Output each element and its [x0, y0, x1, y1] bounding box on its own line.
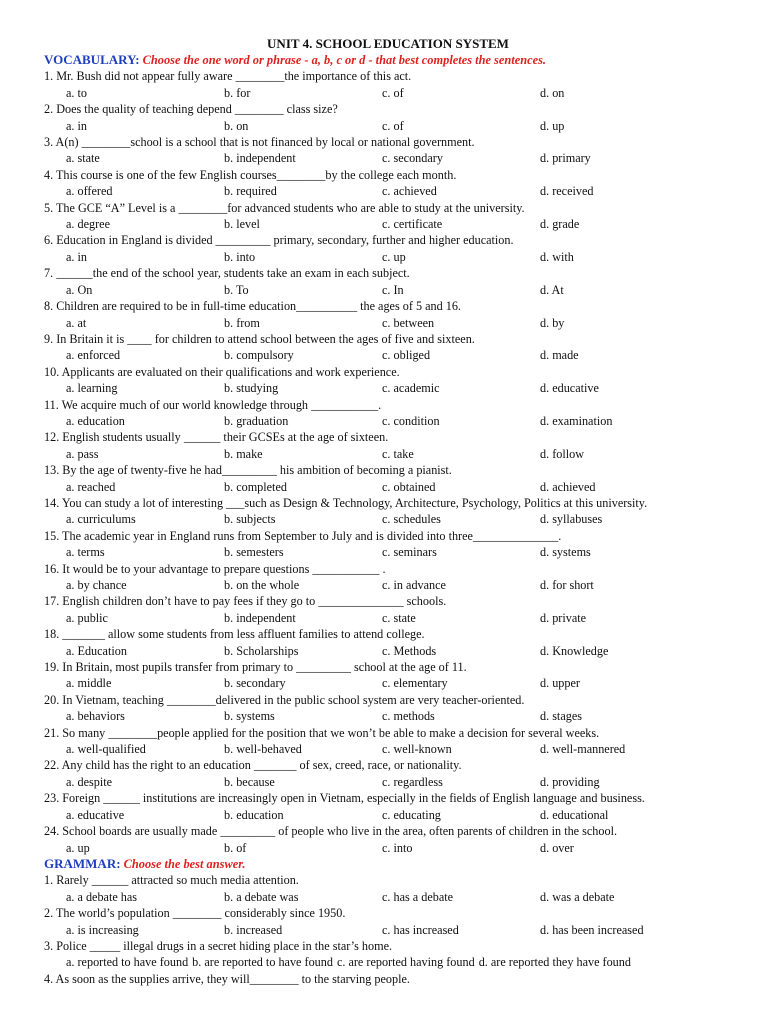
answer-option-d[interactable]: d. on [540, 85, 565, 100]
answer-option-d[interactable]: d. Knowledge [540, 643, 609, 658]
vocab-question-15 [44, 528, 732, 561]
answer-options [44, 479, 732, 495]
vocab-question-18 [44, 626, 732, 659]
answer-option-c[interactable]: c. seminars [382, 545, 437, 560]
vocab-question-19 [44, 659, 732, 692]
answer-option-a[interactable]: a. offered [66, 184, 113, 199]
answer-option-c[interactable]: c. achieved [382, 184, 437, 199]
answer-option-b[interactable]: b. completed [224, 479, 287, 494]
question-text: 8. Children are required to be in full-time education__________ the ages of 5 and 16. [44, 299, 461, 314]
answer-option-b[interactable]: b. secondary [224, 676, 286, 691]
answer-option-a[interactable]: a. up [66, 840, 90, 855]
answer-option-a[interactable]: a. in [66, 249, 87, 264]
grammar-instruction: Choose the best answer. [123, 856, 246, 871]
answer-option-a[interactable]: a. middle [66, 676, 112, 691]
answer-option-b[interactable]: b. subjects [224, 512, 276, 527]
answer-options [44, 577, 732, 593]
question-text: 4. This course is one of the few English courses________by the college each month. [44, 167, 457, 182]
question-text: 6. Education in England is divided _________ primary, secondary, further and higher education. [44, 233, 514, 248]
vocab-question-2 [44, 101, 732, 134]
answer-option-d[interactable]: d. made [540, 348, 579, 363]
question-text: 22. Any child has the right to an education _______ of sex, creed, race, or nationality. [44, 758, 462, 773]
answer-option-a[interactable]: a. Education [66, 643, 127, 658]
answer-options [44, 675, 732, 691]
answer-option-b[interactable]: b. increased [224, 922, 283, 937]
answer-option-d[interactable]: d. by [540, 315, 565, 330]
question-text: 15. The academic year in England runs from September to July and is divided into three______________. [44, 528, 562, 543]
answer-option-d[interactable]: d. educative [540, 381, 599, 396]
vocab-question-24 [44, 823, 732, 856]
question-text: 2. The world’s population ________ considerably since 1950. [44, 906, 346, 921]
vocab-question-7 [44, 265, 732, 298]
answer-option-a[interactable]: a. degree [66, 217, 110, 232]
vocab-question-1 [44, 68, 732, 101]
answer-option-c[interactable]: c. in advance [382, 578, 446, 592]
answer-options [44, 85, 732, 101]
question-text: 1. Rarely ______ attracted so much media attention. [44, 873, 299, 888]
answer-option-c[interactable]: c. In [382, 282, 404, 297]
question-text: 17. English children don’t have to pay fees if they go to ______________ schools. [44, 594, 447, 609]
answer-option-d[interactable]: d. received [540, 184, 594, 199]
question-text: 23. Foreign ______ institutions are increasingly open in Vietnam, especially in the fields of English language and business. [44, 791, 645, 806]
answer-option-a[interactable]: a. behaviors [66, 709, 125, 724]
answer-option-c[interactable]: c. up [382, 249, 406, 264]
answer-options [44, 413, 732, 429]
vocab-question-20 [44, 692, 732, 725]
grammar-label: GRAMMAR: [44, 855, 121, 871]
answer-option-d[interactable]: d. with [540, 249, 574, 264]
vocab-question-10 [44, 364, 732, 397]
answer-options [44, 708, 732, 724]
answer-option-d[interactable]: d. stages [540, 709, 582, 724]
answer-option-c[interactable]: c. take [382, 446, 414, 461]
answer-option-d[interactable]: d. systems [540, 545, 591, 560]
answer-option-a[interactable]: a. by chance [66, 578, 127, 592]
answer-options [44, 183, 732, 199]
answer-option-a[interactable]: a. pass [66, 446, 99, 461]
vocab-question-8 [44, 298, 732, 331]
question-text: 3. Police _____ illegal drugs in a secret hiding place in the star’s home. [44, 938, 393, 953]
answer-options [44, 741, 732, 757]
vocabulary-instruction: Choose the one word or phrase - a, b, c or d - that best completes the sentences. [142, 53, 547, 67]
answer-option-b[interactable]: b. To [224, 282, 249, 297]
question-text: 24. School boards are usually made _________ of people who live in the area, often parents of children in the school. [44, 824, 617, 839]
answer-option-a[interactable]: a. educative [66, 807, 125, 822]
answer-option-b[interactable]: b. make [224, 446, 263, 461]
vocab-question-4 [44, 167, 732, 200]
vocab-question-5 [44, 200, 732, 233]
answer-option-d[interactable]: d. private [540, 610, 587, 625]
answer-option-c[interactable]: c. of [382, 85, 404, 100]
answer-options [44, 840, 732, 856]
answer-option-b[interactable]: b. Scholarships [224, 643, 299, 658]
question-text: 5. The GCE “A” Level is a ________for advanced students who are able to study at the university. [44, 200, 525, 215]
vocabulary-label: VOCABULARY: [44, 52, 140, 67]
answer-option-b[interactable]: b. for [224, 85, 251, 100]
answer-option-d[interactable]: d. primary [540, 151, 591, 166]
question-text: 20. In Vietnam, teaching ________delivered in the public school system are very teacher-oriented. [44, 692, 525, 707]
answer-option-a[interactable]: a. reached [66, 479, 116, 494]
answer-option-c[interactable]: c. well-known [382, 742, 452, 757]
question-text: 7. ______the end of the school year, students take an exam in each subject. [44, 266, 410, 281]
question-text: 13. By the age of twenty-five he had_________ his ambition of becoming a pianist. [44, 463, 452, 478]
answer-option-b[interactable]: b. from [224, 315, 260, 330]
answer-option-d[interactable]: d. has been increased [540, 922, 644, 937]
answer-option-a[interactable]: a. in [66, 118, 87, 133]
answer-option-d[interactable]: d. educational [540, 807, 609, 822]
answer-options [44, 544, 732, 560]
question-text: 10. Applicants are evaluated on their qualifications and work experience. [44, 364, 400, 379]
grammar-questions [44, 872, 732, 987]
answer-option-b[interactable]: b. well-behaved [224, 742, 302, 757]
vocab-question-13 [44, 462, 732, 495]
answer-option-b[interactable]: b. compulsory [224, 348, 294, 363]
vocabulary-questions [44, 68, 732, 856]
answer-option-b[interactable]: b. on the whole [224, 578, 300, 592]
vocab-question-3 [44, 134, 732, 167]
question-text: 4. As soon as the supplies arrive, they will________ to the starving people. [44, 971, 410, 986]
grammar-question-4 [44, 971, 732, 987]
answer-option-c[interactable]: c. has a debate [382, 889, 454, 904]
vocab-question-21 [44, 725, 732, 758]
vocab-question-12 [44, 429, 732, 462]
vocab-question-14 [44, 495, 732, 528]
answer-option-b[interactable]: b. of [224, 840, 247, 855]
answer-option-b[interactable]: b. into [224, 249, 256, 264]
question-text: 21. So many ________people applied for the position that we won’t be able to make a decision for several weeks. [44, 725, 600, 740]
vocab-question-22 [44, 757, 732, 790]
answer-option-c[interactable]: c. elementary [382, 676, 448, 691]
answer-option-c[interactable]: c. into [382, 840, 413, 855]
answer-option-c[interactable]: c. certificate [382, 217, 443, 232]
answer-options [44, 922, 732, 938]
answer-options [44, 511, 732, 527]
vocabulary-header [44, 52, 732, 68]
answer-option-a[interactable]: a. education [66, 413, 125, 428]
grammar-question-1 [44, 872, 732, 905]
grammar-question-2 [44, 905, 732, 938]
answer-option-d[interactable]: d. grade [540, 217, 580, 232]
answer-option-c[interactable]: c. regardless [382, 774, 443, 789]
answer-option-c[interactable]: c. are reported having found [336, 955, 475, 970]
answer-option-b[interactable]: b. studying [224, 381, 279, 396]
question-text: 19. In Britain, most pupils transfer from primary to _________ school at the age of 11. [44, 660, 467, 675]
answer-option-a[interactable]: a. reported to have found [66, 955, 189, 970]
answer-option-a[interactable]: a. despite [66, 774, 113, 789]
question-text: 14. You can study a lot of interesting ___such as Design & Technology, Architecture, Psychology, Politics at this university. [44, 495, 648, 510]
answer-option-a[interactable]: a. public [66, 610, 108, 625]
grammar-header [44, 856, 732, 872]
vocab-question-11 [44, 397, 732, 430]
answer-option-b[interactable]: b. required [224, 184, 277, 199]
answer-option-c[interactable]: c. obliged [382, 348, 431, 363]
answer-options [44, 249, 732, 265]
answer-option-b[interactable]: b. independent [224, 610, 296, 625]
answer-option-c[interactable]: c. academic [382, 381, 440, 396]
answer-options [44, 380, 732, 396]
answer-option-d[interactable]: d. well-mannered [540, 742, 626, 757]
answer-option-d[interactable]: d. providing [540, 774, 600, 789]
answer-option-b[interactable]: b. semesters [224, 545, 284, 560]
answer-option-a[interactable]: a. to [66, 85, 87, 100]
answer-option-a[interactable]: a. On [66, 282, 93, 297]
vocab-question-16 [44, 561, 732, 594]
page-title: UNIT 4. SCHOOL EDUCATION SYSTEM [267, 36, 509, 51]
answer-option-d[interactable]: d. are reported they have found [478, 955, 631, 970]
answer-option-a[interactable]: a. terms [66, 545, 105, 560]
answer-option-c[interactable]: c. of [382, 118, 404, 133]
answer-option-d[interactable]: d. for short [540, 578, 594, 592]
answer-option-c[interactable]: c. secondary [382, 151, 443, 166]
answer-option-b[interactable]: b. level [224, 217, 260, 232]
answer-option-b[interactable]: b. systems [224, 709, 275, 724]
answer-option-b[interactable]: b. because [224, 774, 275, 789]
answer-option-d[interactable]: d. examination [540, 413, 613, 428]
answer-options [44, 643, 732, 659]
answer-option-c[interactable]: c. obtained [382, 479, 436, 494]
answer-options [44, 889, 732, 905]
answer-option-a[interactable]: a. curriculums [66, 512, 136, 527]
answer-option-b[interactable]: b. education [224, 807, 284, 822]
answer-options [44, 954, 732, 970]
answer-option-a[interactable]: a. enforced [66, 348, 121, 363]
grammar-question-3 [44, 938, 732, 971]
answer-options [44, 807, 732, 823]
answer-options [44, 216, 732, 232]
vocab-question-9 [44, 331, 732, 364]
answer-options [44, 282, 732, 298]
vocab-question-6 [44, 232, 732, 265]
answer-options [44, 446, 732, 462]
answer-option-d[interactable]: d. syllabuses [540, 512, 603, 527]
question-text: 1. Mr. Bush did not appear fully aware ________the importance of this act. [44, 69, 412, 84]
answer-option-c[interactable]: c. condition [382, 413, 440, 428]
answer-option-b[interactable]: b. a debate was [224, 889, 299, 904]
answer-option-c[interactable]: c. Methods [382, 643, 437, 658]
answer-options [44, 610, 732, 626]
answer-option-b[interactable]: b. graduation [224, 413, 289, 428]
answer-options [44, 347, 732, 363]
answer-option-d[interactable]: d. achieved [540, 479, 596, 494]
answer-option-c[interactable]: c. state [382, 610, 416, 625]
answer-option-c[interactable]: c. has increased [382, 922, 459, 937]
answer-option-d[interactable]: d. At [540, 282, 564, 297]
answer-option-a[interactable]: a. state [66, 151, 100, 166]
question-text: 11. We acquire much of our world knowledge through ___________. [44, 397, 382, 412]
question-text: 2. Does the quality of teaching depend ________ class size? [44, 102, 338, 117]
answer-option-a[interactable]: a. learning [66, 381, 118, 396]
question-text: 12. English students usually ______ their GCSEs at the age of sixteen. [44, 430, 389, 445]
vocab-question-23 [44, 790, 732, 823]
answer-option-d[interactable]: d. upper [540, 676, 580, 691]
question-text: 16. It would be to your advantage to prepare questions ___________ . [44, 561, 386, 576]
answer-options [44, 315, 732, 331]
answer-option-a[interactable]: a. is increasing [66, 922, 139, 937]
vocab-question-17 [44, 593, 732, 626]
answer-option-a[interactable]: a. a debate has [66, 889, 138, 904]
answer-options [44, 150, 732, 166]
answer-option-b[interactable]: b. are reported to have found [192, 955, 333, 970]
answer-option-a[interactable]: a. well-qualified [66, 742, 146, 757]
answer-option-d[interactable]: d. over [540, 840, 574, 855]
answer-option-d[interactable]: d. was a debate [540, 889, 615, 904]
answer-options [44, 118, 732, 134]
answer-option-d[interactable]: d. up [540, 118, 565, 133]
answer-option-b[interactable]: b. on [224, 118, 249, 133]
question-text: 18. _______ allow some students from less affluent families to attend college. [44, 627, 425, 642]
answer-option-c[interactable]: c. methods [382, 709, 435, 724]
answer-option-c[interactable]: c. educating [382, 807, 441, 822]
answer-option-b[interactable]: b. independent [224, 151, 296, 166]
answer-option-c[interactable]: c. schedules [382, 512, 441, 527]
answer-option-d[interactable]: d. follow [540, 446, 585, 461]
question-text: 3. A(n) ________school is a school that is not financed by local or national government. [44, 135, 475, 150]
question-text: 9. In Britain it is ____ for children to attend school between the ages of five and sixteen. [44, 331, 475, 346]
answer-option-a[interactable]: a. at [66, 315, 87, 330]
answer-option-c[interactable]: c. between [382, 315, 435, 330]
answer-options [44, 774, 732, 790]
